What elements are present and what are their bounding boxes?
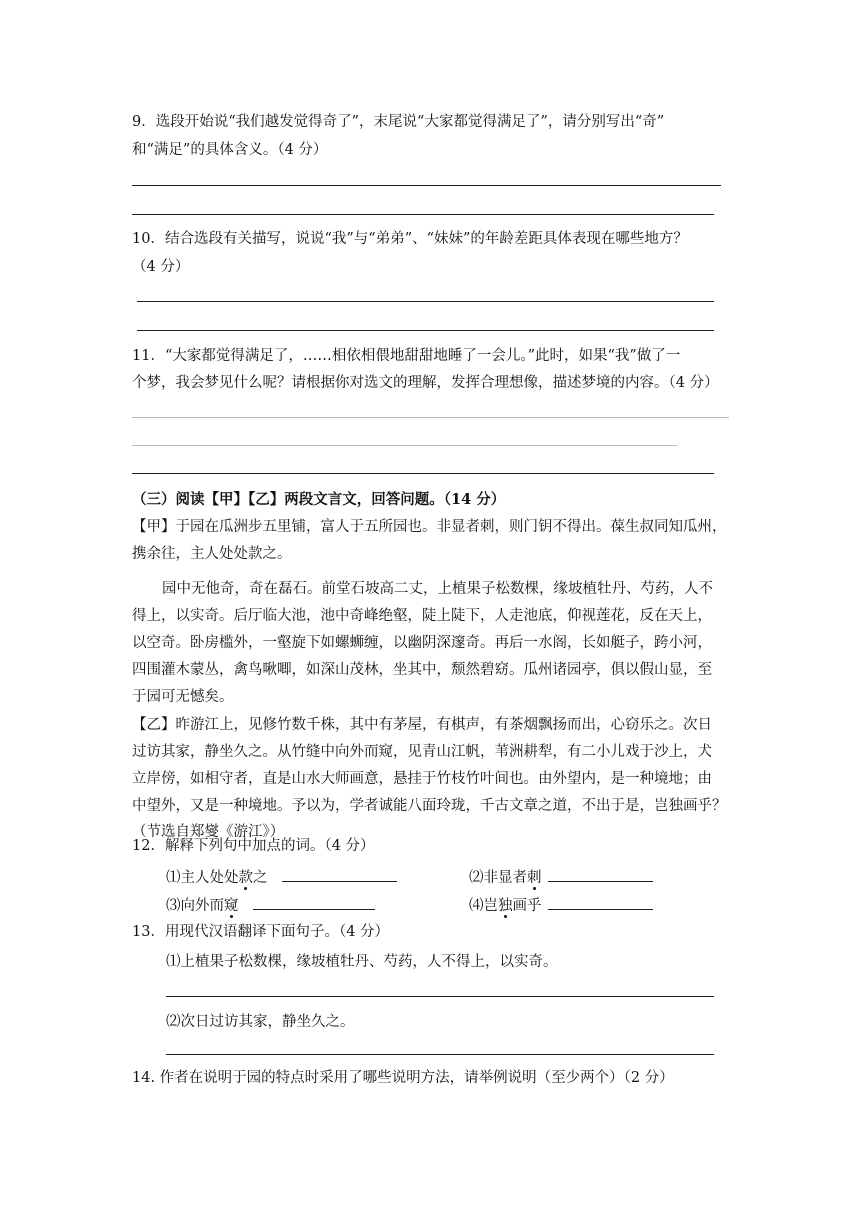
q11-answer-line-1[interactable] xyxy=(132,417,729,418)
q10-line2: （4 分） xyxy=(132,259,190,275)
q13-sentence-1: ⑴上植果子松数棵，缘坡植牡丹、芍药，人不得上，以实奇。 xyxy=(166,954,558,970)
q12-item-prefix: ⑶向外而 xyxy=(166,898,224,914)
q11-answer-line-2[interactable] xyxy=(132,445,677,446)
q11-line2: 个梦，我会梦见什么呢？请根据你对选文的理解，发挥合理想像，描述梦境的内容。（4 分） xyxy=(132,375,719,391)
q12-item-3 xyxy=(166,893,375,916)
yi-line: 【乙】昨游江上，见修竹数千株，其中有茅屋，有棋声，有茶烟飘扬而出，心窃乐之。次日 xyxy=(132,717,712,733)
section3-heading: （三）阅读【甲】【乙】两段文言文，回答问题。（14 分） xyxy=(132,491,506,508)
q14-stem: 14. 作者在说明于园的特点时采用了哪些说明方法，请举例说明（至少两个）（2 分） xyxy=(132,1070,674,1086)
dotted-word: 窥 xyxy=(224,898,239,914)
yi-line: 过访其家，静坐久之。从竹缝中向外而窥，见青山江帆，苇洲耕犁，有二小儿戏于沙上，犬 xyxy=(132,744,712,760)
jia-line: 携余往，主人处处款之。 xyxy=(132,546,292,562)
q12-item-1 xyxy=(166,865,397,888)
q13-sentence-2: ⑵次日过访其家，静坐久之。 xyxy=(166,1014,355,1030)
q12-blank-2[interactable] xyxy=(548,865,653,882)
q9-answer-line-1[interactable] xyxy=(132,185,721,186)
q11-answer-line-3[interactable] xyxy=(132,473,714,474)
dotted-word: 独 xyxy=(498,898,513,914)
q12-blank-3[interactable] xyxy=(253,893,375,910)
jia-line: 园中无他奇，奇在磊石。前堂石坡高二丈，上植果子松数棵，缘坡植牡丹、芍药，人不 xyxy=(162,581,713,597)
q12-item-2 xyxy=(469,865,653,888)
q12-blank-1[interactable] xyxy=(282,865,397,882)
q9-line2: 和“满足”的具体含义。（4 分） xyxy=(132,142,328,158)
q13-answer-line-2[interactable] xyxy=(166,1054,714,1055)
q12-item-4 xyxy=(469,893,653,916)
q12-item-suffix: 之 xyxy=(253,870,268,886)
q12-item-prefix: ⑵非显者 xyxy=(469,870,527,886)
q11-line1: 11．“大家都觉得满足了，……相依相偎地甜甜地睡了一会儿。”此时，如果“我”做了一 xyxy=(132,348,681,364)
q12-item-prefix: ⑴主人处处 xyxy=(166,870,239,886)
dotted-word: 刺 xyxy=(527,870,542,886)
q10-answer-line-2[interactable] xyxy=(137,330,714,331)
q9-answer-line-2[interactable] xyxy=(132,214,714,215)
q12-blank-4[interactable] xyxy=(548,893,653,910)
jia-line: 【甲】于园在瓜洲步五里铺，富人于五所园也。非显者刺，则门钥不得出。葆生叔同知瓜州， xyxy=(132,519,727,535)
jia-line: 得上，以实奇。后厅临大池，池中奇峰绝壑，陡上陡下，人走池底，仰视莲花，反在天上， xyxy=(132,608,712,624)
jia-line: 以空奇。卧房槛外，一壑旋下如螺蛳缠，以幽阴深邃奇。再后一水阁，长如艇子，跨小河， xyxy=(132,635,712,651)
q12-item-suffix: 画乎 xyxy=(512,898,542,914)
q13-stem: 13．用现代汉语翻译下面句子。（4 分） xyxy=(132,924,390,940)
q10-answer-line-1[interactable] xyxy=(137,301,714,302)
q10-line1: 10．结合选段有关描写，说说“我”与“弟弟”、“妹妹”的年龄差距具体表现在哪些地方？ xyxy=(132,231,688,247)
yi-line: 中望外，又是一种境地。予以为，学者诚能八面玲珑，千古文章之道，不出于是，岂独画乎？ xyxy=(132,798,727,814)
jia-line: 四围灌木蒙丛，禽鸟啾唧，如深山茂林，坐其中，颓然碧窈。瓜州诸园亭，俱以假山显，至 xyxy=(132,662,712,678)
jia-line: 于园可无憾矣。 xyxy=(132,689,234,705)
q9-line1: 9．选段开始说“我们越发觉得奇了”，末尾说“大家都觉得满足了”，请分别写出“奇” xyxy=(132,114,665,130)
q12-item-prefix: ⑷岂 xyxy=(469,898,498,914)
yi-line: 立岸傍，如相守者，直是山水大师画意，悬挂于竹枝竹叶间也。由外望内，是一种境地；由 xyxy=(132,771,712,787)
q13-answer-line-1[interactable] xyxy=(166,996,714,997)
yi-source: （节选自郑燮《游江》） xyxy=(132,824,285,840)
dotted-word: 款 xyxy=(238,870,253,886)
q12-stem: 12．解释下列句中加点的词。（4 分） xyxy=(132,838,375,854)
